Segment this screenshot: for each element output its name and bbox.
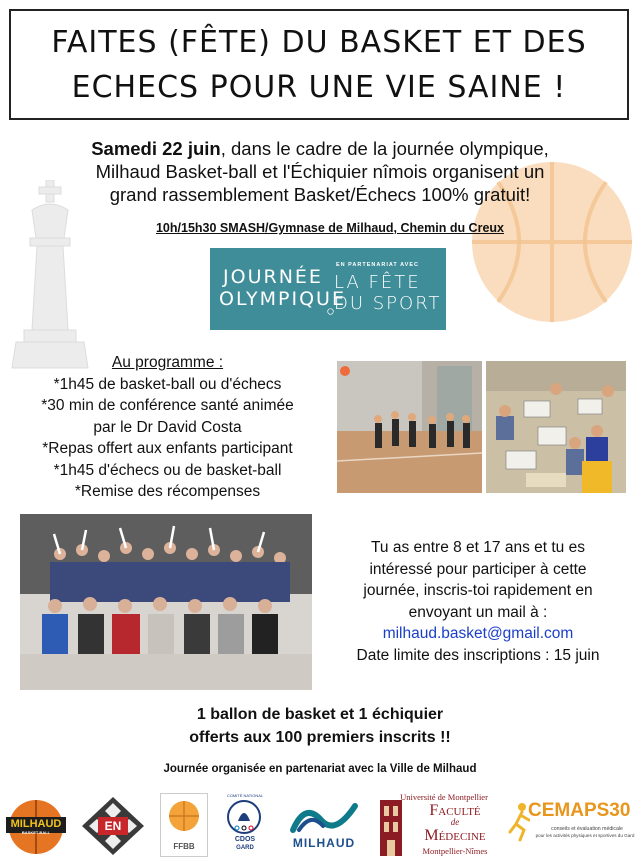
olympic-rings-icon	[327, 308, 334, 315]
banner-right-line-1: LA FÊTE	[334, 272, 421, 293]
banner-right	[334, 272, 441, 314]
univ-de: de	[450, 817, 460, 827]
milhaud-city-text: MILHAUD	[292, 836, 356, 850]
info-line-3: journée, inscris-toi rapidement en	[363, 582, 593, 599]
partner-note: Journée organisée en partenariat avec la Ville de Milhaud	[163, 763, 477, 775]
info-line-2: intéressé pour participer à cette	[369, 560, 587, 578]
cdos-top-text: COMITÉ NATIONAL	[226, 793, 264, 798]
programme-item: par le Dr David Costa	[93, 418, 242, 436]
intro-text	[30, 137, 610, 206]
venue-text: 10h/15h30 SMASH/Gymnase de Milhaud, Chemin du Creux	[155, 221, 504, 235]
cemaps-text: CEMAPS30	[528, 800, 631, 821]
milhaud-basket-logo	[6, 797, 66, 857]
deadline-text: Date limite des inscriptions : 15 juin	[356, 646, 600, 664]
univ-line-2: Faculté	[429, 802, 481, 819]
banner-right-line-2: DU SPORT	[334, 293, 442, 314]
intro-line-3: grand rassemblement Basket/Échecs 100% gratuit!	[109, 184, 531, 205]
journee-olympique-banner	[210, 248, 446, 330]
milhaud-basket-sub: BASKET-BALL	[21, 830, 51, 835]
univ-line-3: Médecine	[424, 827, 486, 844]
offer-text	[80, 703, 560, 749]
banner-left-line-2: OLYMPIQUE	[219, 288, 346, 310]
banner-partner-text: EN PARTENARIAT AVEC	[336, 262, 419, 268]
cdos-text: CDOS	[234, 836, 256, 843]
programme-item: *30 min de conférence santé animée	[41, 397, 294, 414]
intro-line-1: , dans le cadre de la journée olympique,	[220, 138, 549, 159]
echiquier-nimois-logo	[78, 795, 148, 857]
milhaud-city-logo	[285, 800, 363, 856]
info-line-1: Tu as entre 8 et 17 ans et tu es	[371, 539, 585, 556]
email-link[interactable]: milhaud.basket@gmail.com	[382, 625, 574, 642]
ffbb-logo	[160, 793, 208, 857]
intro-line-2: Milhaud Basket-ball et l'Échiquier nîmois organisent un	[95, 161, 545, 182]
cemaps-sub-1: conseils et évaluation médicale	[551, 826, 623, 832]
title-box	[9, 9, 629, 120]
ffbb-text: FFBB	[173, 842, 195, 851]
programme-list	[0, 352, 335, 503]
cemaps30-logo	[508, 800, 636, 856]
programme-item: *1h45 de basket-ball ou d'échecs	[53, 375, 282, 393]
offer-line-1: 1 ballon de basket et 1 échiquier	[196, 706, 444, 723]
echiquier-text: EN	[104, 819, 122, 833]
programme-heading: Au programme :	[111, 354, 224, 371]
programme-item: *1h45 d'échecs ou de basket-ball	[53, 461, 282, 479]
univ-line-4: Montpellier-Nîmes	[422, 846, 488, 856]
faculte-medecine-logo	[380, 792, 504, 858]
univ-line-1: Université de Montpellier	[400, 792, 488, 802]
group-photo	[20, 514, 312, 690]
chess-king-icon	[10, 180, 90, 370]
event-date: Samedi 22 juin	[91, 138, 221, 159]
programme-item: *Repas offert aux enfants participant	[42, 440, 293, 457]
title-line-1: FAITES (FÊTE) DU BASKET ET DES	[51, 24, 587, 60]
cemaps-sub-2: pour les activités physiques et sportives du Gard	[535, 833, 635, 838]
banner-left	[219, 266, 346, 310]
offer-line-2: offerts aux 100 premiers inscrits !!	[189, 729, 451, 746]
banner-left-line-1: JOURNÉE	[223, 266, 323, 288]
chess-photo	[486, 361, 626, 493]
cdos-gard-logo	[216, 793, 272, 857]
milhaud-basket-name: MILHAUD	[10, 818, 62, 830]
gym-photo	[337, 361, 482, 493]
info-line-4: envoyant un mail à :	[408, 603, 548, 621]
cdos-sub-text: GARD	[236, 845, 254, 851]
programme-item: *Remise des récompenses	[74, 483, 261, 500]
title-line-2: ECHECS POUR UNE VIE SAINE !	[71, 69, 567, 105]
registration-info	[318, 537, 638, 666]
